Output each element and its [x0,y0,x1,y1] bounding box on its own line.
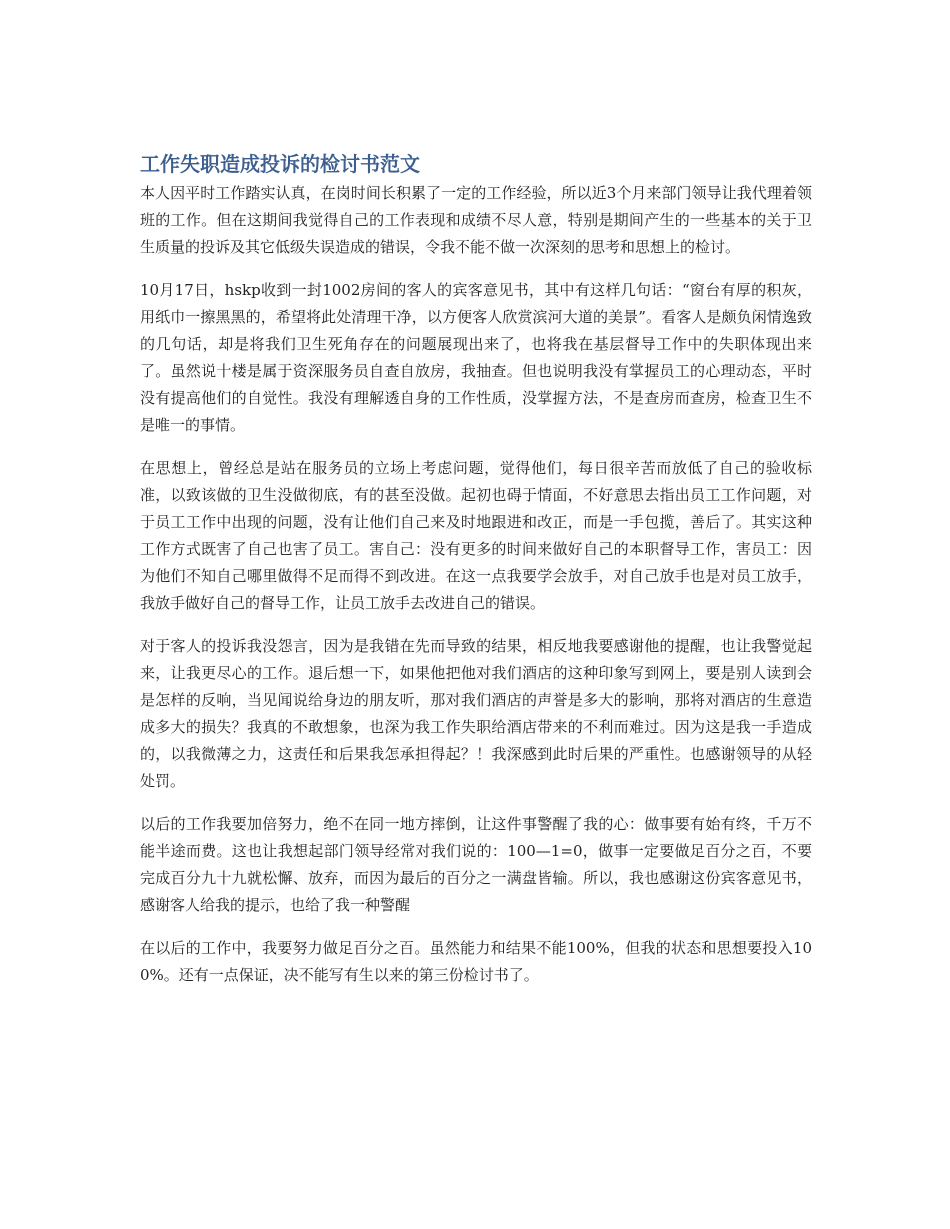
document-title: 工作失职造成投诉的检讨书范文 [140,152,420,176]
paragraph-incident: 10月17日，hskp收到一封1002房间的客人的宾客意见书，其中有这样几句话：“窗台有厚的积灰，用纸巾一擦黑黑的，希望将此处清理干净，以方便客人欣赏滨河大道的美景”。看客人是颇负闲情逸致的几句话，却是将我们卫生死角存在的问题展现出来了，也将我在基层督导工作中的失职体现出来了。虽然说十楼是属于资深服务员自查自放房，我抽查。但也说明我没有掌握员工的心理动态，平时没有提高他们的自觉性。我没有理解透自身的工作性质，没掌握方法，不是查房而查房，检查卫生不是唯一的事情。 [140,281,812,434]
document-page [140,148,812,1005]
paragraph-intro: 本人因平时工作踏实认真，在岗时间长积累了一定的工作经验，所以近3个月来部门领导让我代理着领班的工作。但在这期间我觉得自己的工作表现和成绩不尽人意，特别是期间产生的一些基本的关于卫生质量的投诉及其它低级失误造成的错误，令我不能不做一次深刻的思考和思想上的检讨。 [140,184,812,256]
paragraph-complaint: 对于客人的投诉我没怨言，因为是我错在先而导致的结果，相反地我要感谢他的提醒，也让我警觉起来，让我更尽心的工作。退后想一下，如果他把他对我们酒店的这种印象写到网上，要是别人读到会是怎样的反响，当见闻说给身边的朋友听，那对我们酒店的声誉是多大的影响，那将对酒店的生意造成多大的损失？我真的不敢想象，也深为我工作失职给酒店带来的不利而难过。因为这是我一手造成的，以我微薄之力，这责任和后果我怎承担得起？！我深感到此时后果的严重性。也感谢领导的从轻处罚。 [140,637,812,790]
paragraph-commitment: 在以后的工作中，我要努力做足百分之百。虽然能力和结果不能100%，但我的状态和思想要投入100%。还有一点保证，决不能写有生以来的第三份检讨书了。 [140,939,812,984]
paragraph-reflection: 在思想上，曾经总是站在服务员的立场上考虑问题，觉得他们，每日很辛苦而放低了自己的验收标准，以致该做的卫生没做彻底，有的甚至没做。起初也碍于情面，不好意思去指出员工工作问题，对于员工工作中出现的问题，没有让他们自己来及时地跟进和改正，而是一手包揽，善后了。其实这种工作方式既害了自己也害了员工。害自己：没有更多的时间来做好自己的本职督导工作，害员工：因为他们不知自己哪里做得不足而得不到改进。在这一点我要学会放手，对自己放手也是对员工放手，我放手做好自己的督导工作，让员工放手去改进自己的错误。 [140,459,812,612]
paragraph-resolution: 以后的工作我要加倍努力，绝不在同一地方摔倒，让这件事警醒了我的心：做事要有始有终，千万不能半途而费。这也让我想起部门领导经常对我们说的：100—1=0，做事一定要做足百分之百，不要完成百分九十九就松懈、放弃，而因为最后的百分之一满盘皆输。所以，我也感谢这份宾客意见书，感谢客人给我的提示，也给了我一种警醒 [140,815,812,914]
